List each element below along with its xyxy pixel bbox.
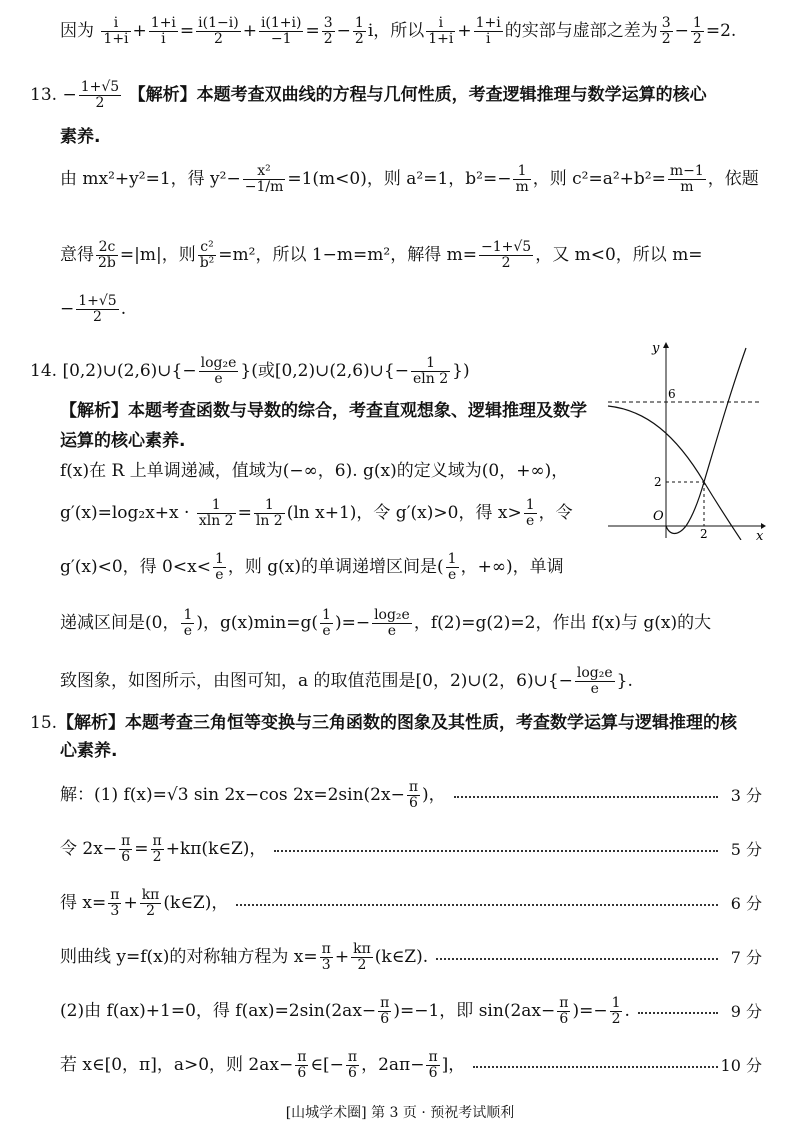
q13-header: 13. − $\frac{1+√5}{2}$ 【解析】本题考查双曲线的方程与几何性质，考查逻辑推理与数学运算的核心 [30,79,707,111]
fraction: $\frac{\pi}{6}$ [297,1049,307,1081]
page-footer: [山城学术圈] 第 3 页 · 预祝考试顺利 [285,1105,515,1121]
fraction: $\frac{1+√5}{2}$ [78,293,117,325]
q14-analysis: 【解析】本题考查函数与导数的综合，考查直观想象、逻辑推理及数学 [60,401,587,421]
fraction: $\frac{1}{m}$ [515,163,529,195]
fraction: $\frac{\text{x²}}{-1/m}$ [244,163,284,195]
q13-step-3: − $\frac{1+√5}{2}$ . [60,293,127,325]
q14-step-3: g′(x)<0，得 0<x< $\frac{1}{e}$ ，则 g(x)的单调递增区间是( $\frac{1}{e}$ ，+∞)，单调 [60,551,564,583]
fraction: $\frac{\pi}{6}$ [347,1049,358,1081]
fraction: $\frac{\text{log₂e}}{e}$ [576,665,613,697]
question-number: 13. [30,85,58,105]
q15-step-3: 得 x= $\frac{\pi}{3}$ + $\frac{k\pi}{2}$ (k∈Z)， [60,887,229,919]
fraction: $\frac{3}{2}$ [323,15,333,47]
score-points: 3 分 [730,786,762,805]
fraction: $\frac{1}{2}$ [692,15,702,47]
fraction: $\frac{1}{2}$ [611,995,621,1027]
q15-step-5: (2)由 f(ax)+1=0，得 f(ax)=2sin(2ax− $\frac{\pi}{6}$ )=−1，即 sin(2ax− $\frac{\pi}{6}$ )=− $\frac{1}{2}$ . [60,995,630,1027]
q14-header: 14. [0,2)∪(2,6)∪{− $\frac{\text{log₂e}}{e}$ }(或[0,2)∪(2,6)∪{− $\frac{1}{eln 2}$ }) [30,355,470,387]
y-axis-label: y [652,341,660,356]
fraction: $\frac{\pi}{6}$ [428,1049,438,1081]
fraction: $\frac{i}{1+i}$ [103,15,129,47]
fraction: $\frac{\text{log₂e}}{e}$ [200,355,237,387]
analysis-tag: 【解析】 [57,713,126,733]
q14-step-5: 致图象，如图所示，由图可知，a 的取值范围是[0，2)∪(2，6)∪{− $\frac{\text{log₂e}}{e}$ }. [60,665,633,697]
fraction: $\frac{m-1}{m}$ [669,163,704,195]
dotted-leader [454,796,718,798]
fraction: $\frac{\pi}{6}$ [380,995,390,1027]
score-points: 10 分 [720,1056,762,1075]
tick-2-x: 2 [700,527,708,540]
score-points: 5 分 [730,840,762,859]
q15-step-2: 令 2x− $\frac{\pi}{6}$ = $\frac{\pi}{2}$ +kπ(k∈Z)， [60,833,267,865]
q14-analysis-cont: 运算的核心素养. [60,431,186,451]
score-points: 9 分 [730,1002,762,1021]
fraction: $\frac{1}{e}$ [525,497,535,529]
fraction: $\frac{i(1+i)}{-1}$ [260,15,302,47]
fraction: $\frac{\pi}{3}$ [110,887,120,919]
q15-analysis-cont: 心素养. [60,741,118,761]
dotted-leader [638,1012,718,1014]
q14-step-4: 递减区间是(0， $\frac{1}{e}$ )，g(x)min=g( $\frac{1}{e}$ )=− $\frac{\text{log₂e}}{e}$ ，f(2)=g(2)=2，作出 f(x)与 g(x)的大 [60,607,712,639]
fraction: $\frac{k\pi}{2}$ [141,887,160,919]
q14-step-2: g′(x)=log₂x+x · $\frac{1}{xln 2}$ = $\frac{1}{\ln 2}$ (ln x+1)，令 g′(x)>0，得 x> $\frac{1}{e}$ ，令 [60,497,573,529]
curve-g [666,348,746,534]
q13-analysis-cont: 素养. [60,127,101,147]
fraction: $\frac{3}{2}$ [661,15,671,47]
fraction: $\frac{\pi}{6}$ [121,833,131,865]
fraction: $\frac{k\pi}{2}$ [353,941,371,973]
fraction: $\frac{1}{xln 2}$ [198,497,234,529]
dotted-leader [436,958,718,960]
fraction: $\frac{1}{e}$ [322,607,331,639]
fraction: $\frac{-1+√5}{2}$ [481,239,532,271]
fraction: $\frac{1}{e}$ [214,551,224,583]
q13-step-1: 由 mx²+y²=1，得 y²− $\frac{\text{x²}}{-1/m}$ =1(m<0)，则 a²=1，b²=− $\frac{1}{m}$ ，则 c²=a²+b²= $\frac{m-1}{m}$ ，依题 [60,163,759,195]
fraction: $\frac{\text{log₂e}}{e}$ [374,607,410,639]
fraction: $\frac{1+i}{i}$ [475,15,501,47]
dotted-leader [236,904,718,906]
fraction: $\frac{\pi}{6}$ [559,995,569,1027]
fraction: $\frac{1+i}{i}$ [150,15,176,47]
question-number: 15. [30,713,58,733]
origin-label: O [653,509,664,524]
tick-6: 6 [668,387,676,401]
fraction: $\frac{1}{\ln 2}$ [255,497,283,529]
fraction: $\frac{1}{2}$ [354,15,364,47]
fraction: $\frac{1}{e}$ [447,551,457,583]
question-number: 14. [30,361,58,381]
fraction: $\frac{i(1-i)}{2}$ [198,15,239,47]
fraction: $\frac{1+√5}{2}$ [80,79,120,111]
score-points: 7 分 [730,948,762,967]
q15-header: 15.【解析】本题考查三角恒等变换与三角函数的图象及其性质，考查数学运算与逻辑推理的核 [30,713,738,733]
analysis-tag: 【解析】 [128,85,197,105]
fraction: $\frac{\text{c²}}{\text{b²}}$ [199,239,215,271]
fraction: $\frac{1}{eln 2}$ [412,355,449,387]
fraction: $\frac{1}{e}$ [183,607,193,639]
fraction: $\frac{\pi}{3}$ [321,941,331,973]
analysis-tag: 【解析】 [60,401,128,421]
score-points: 6 分 [730,894,762,913]
fraction: $\frac{\pi}{2}$ [152,833,162,865]
fraction: $\frac{2c}{2b}$ [98,239,116,271]
q15-step-6: 若 x∈[0，π]，a>0，则 2ax− $\frac{\pi}{6}$ ∈[− $\frac{\pi}{6}$ ，2aπ− $\frac{\pi}{6}$ ]， [60,1049,466,1081]
fraction: $\frac{i}{1+i}$ [428,15,454,47]
function-graph [606,340,766,540]
q15-step-1: 解：(1) f(x)=√3 sin 2x−cos 2x=2sin(2x− $\frac{\pi}{6}$ )， [60,779,446,811]
dotted-leader [274,850,718,852]
fraction: $\frac{\pi}{6}$ [408,779,419,811]
q15-step-4: 则曲线 y=f(x)的对称轴方程为 x= $\frac{\pi}{3}$ + $\frac{k\pi}{2}$ (k∈Z). [60,941,429,973]
dotted-leader [473,1066,718,1068]
q12-tail-line: 因为 $\frac{i}{1+i}$ + $\frac{1+i}{i}$ = $\frac{i(1-i)}{2}$ + $\frac{i(1+i)}{-1}$ = $\frac{3}{2}$ − $\frac{1}{2}$ i，所以 $\frac{i}{1+i}$ + $\frac{1+i}{i}$ 的实部与虚部之差为 $\frac{3}{2}$ − $\frac{1}{2}$ =2. [60,15,737,47]
x-axis-label: x [756,529,764,540]
y-axis-arrow [663,342,669,348]
q13-step-2: 意得 $\frac{2c}{2b}$ =|m|，则 $\frac{\text{c²}}{\text{b²}}$ =m²，所以 1−m=m²，解得 m= $\frac{-1+√5}{2}$ ，又 m<0，所以 m= [60,239,703,271]
q14-step-1: f(x)在 R 上单调递减，值域为(−∞，6). g(x)的定义域为(0，+∞)， [60,461,569,481]
tick-2-y: 2 [654,475,662,489]
